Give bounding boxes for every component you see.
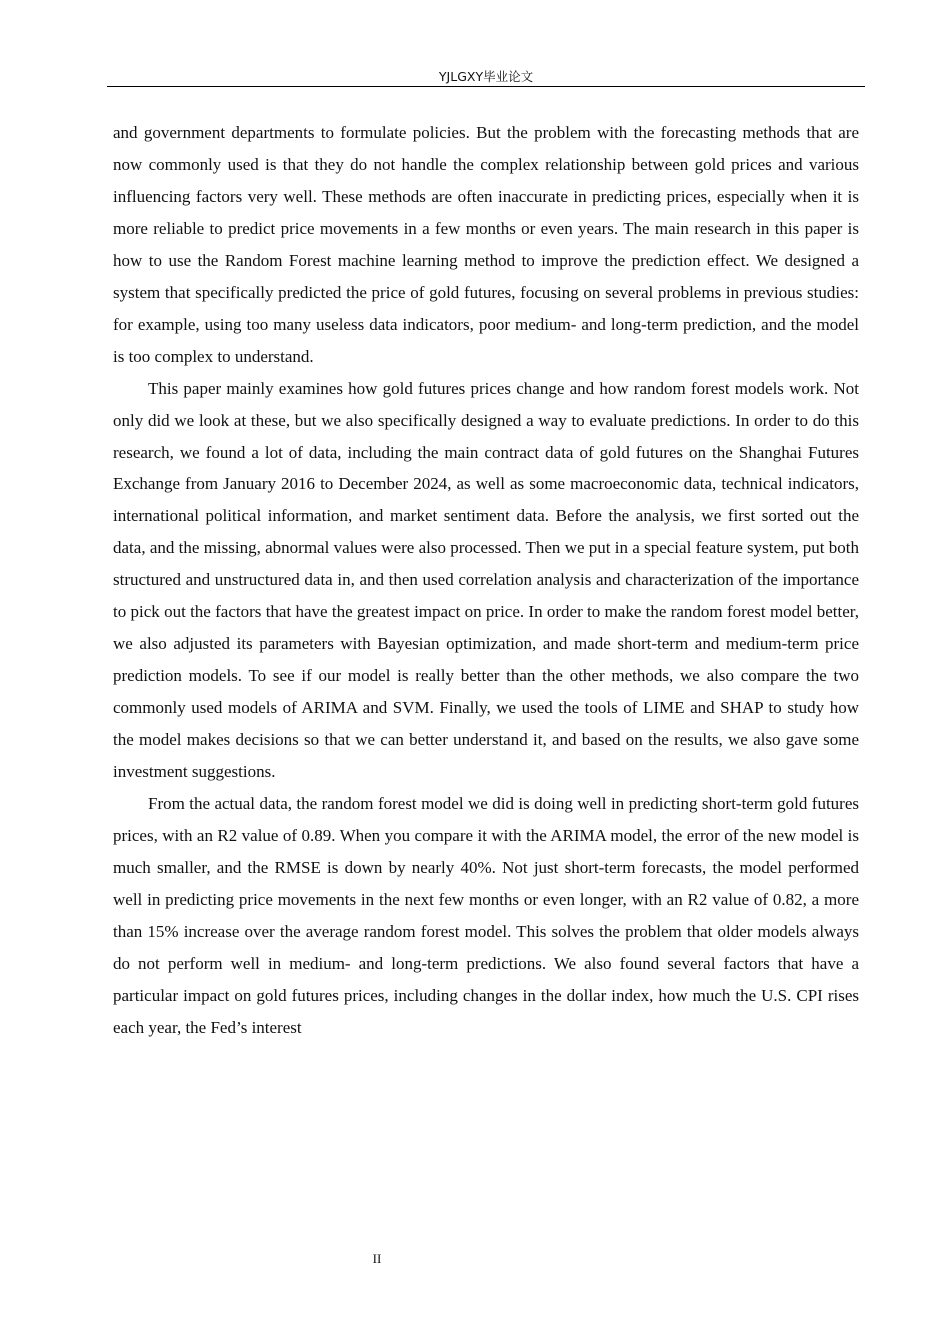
paragraph-continuation: and government departments to formulate policies. But the problem with the forecasting methods that are now commonly used is that they do not handle the complex relationship between gold prices and various influencing factors very well. These methods are often inaccurate in predicting prices, especially when it is more reliable to predict price movements in a few months or even years. The main research in this paper is how to use the Random Forest machine learning method to improve the prediction effect. We designed a system that specifically predicted the price of gold futures, focusing on several problems in previous studies: for example, using too many useless data indicators, poor medium- and long-term prediction, and the model is too complex to understand. bbox=[113, 123, 859, 366]
body-text bbox=[113, 117, 859, 1044]
paragraph-methodology: This paper mainly examines how gold futures prices change and how random forest models work. Not only did we look at these, but we also specifically designed a way to evaluate predictions. In order to do this research, we found a lot of data, including the main contract data of gold futures on the Shanghai Futures Exchange from January 2016 to December 2024, as well as some macroeconomic data, technical indicators, international political information, and market sentiment data. Before the analysis, we first sorted out the data, and the missing, abnormal values were also processed. Then we put in a special feature system, put both structured and unstructured data in, and then used correlation analysis and characterization of the importance to pick out the factors that have the greatest impact on price. In order to make the random forest model better, we also adjusted its parameters with Bayesian optimization, and made short-term and medium-term price prediction models. To see if our model is really better than the other methods, we also compare the two commonly used models of ARIMA and SVM. Finally, we used the tools of LIME and SHAP to study how the model makes decisions so that we can better understand it, and based on the results, we also gave some investment suggestions. bbox=[113, 378, 859, 782]
paragraph-results: From the actual data, the random forest model we did is doing well in predicting short-term gold futures prices, with an R2 value of 0.89. When you compare it with the ARIMA model, the error of the new model is much smaller, and the RMSE is down by nearly 40%. Not just short-term forecasts, the model performed well in predicting price movements in the next few months or even longer, with an R2 value of 0.82, a more than 15% increase over the average random forest model. This solves the problem that older models always do not perform well in medium- and long-term predictions. We also found several factors that have a particular impact on gold futures prices, including changes in the dollar index, how much the U.S. CPI rises each year, the Fed’s interest bbox=[113, 794, 859, 1037]
page-number: II bbox=[372, 1251, 382, 1266]
running-header: YJLGXY毕业论文 bbox=[107, 68, 865, 87]
